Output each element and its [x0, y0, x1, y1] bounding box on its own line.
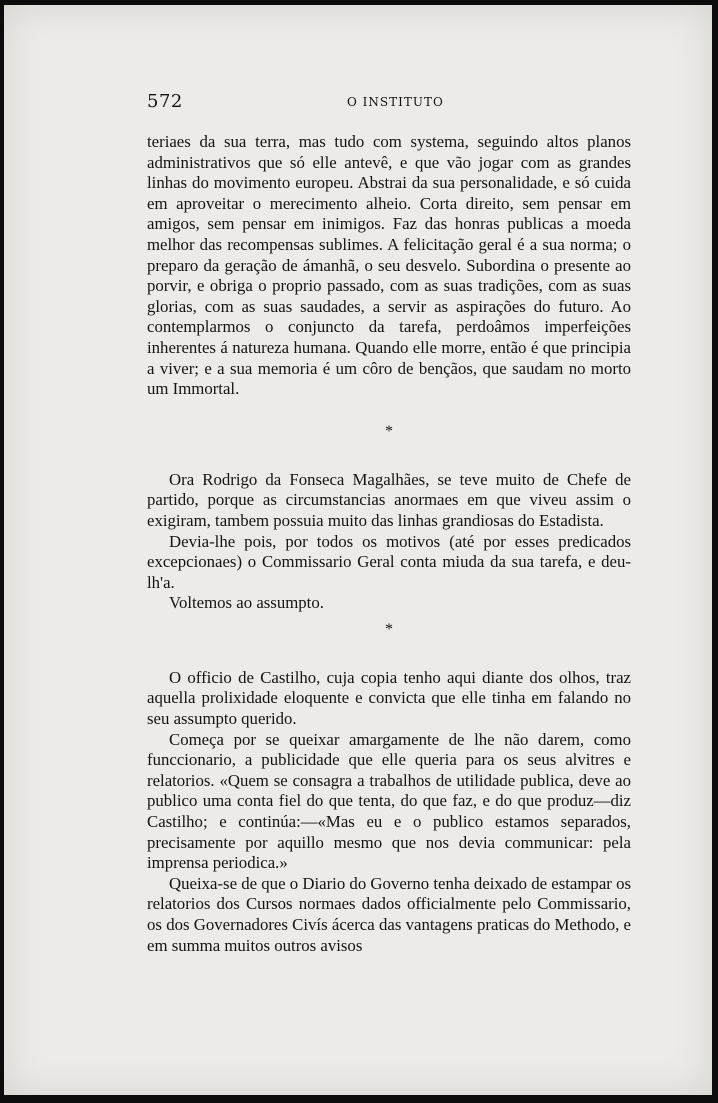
paragraph: Devia-lhe pois, por todos os motivos (até por esses predicados excepcionaes) o Commissario Geral conta miuda da sua tarefa, e deu-lh'a.	[147, 531, 631, 592]
paragraph: Ora Rodrigo da Fonseca Magalhães, se teve muito de Chefe de partido, porque as circumstancias anormaes em que viveu assim o exigiram, tambem possuia muito das linhas grandiosas do Estadista.	[147, 469, 631, 530]
running-head: O INSTITUTO	[347, 95, 444, 109]
paragraph: O officio de Castilho, cuja copia tenho aqui diante dos olhos, traz aquella prolixidade eloquente e convicta que elle tinha em falando no seu assumpto querido.	[147, 667, 631, 729]
book-page	[4, 5, 712, 1095]
paragraph-continued: teriaes da sua terra, mas tudo com systema, seguindo altos planos administrativos que só elle antevê, e que vão jogar com as grandes linhas do movimento europeu. Abstrai da sua personalidade, e só cuida em aproveitar o merecimento alheio. Corta direito, sem pensar em amigos, sem pensar em inimigos. Faz das honras publicas a moeda melhor das recompensas sublimes. A felicitação geral é a sua norma; o preparo da geração de ámanhã, o seu desvelo. Subordina o presente ao porvir, e obriga o proprio passado, com as suas tradições, com as suas glorias, com as suas saudades, a servir as aspirações do futuro. Ao contemplarmos o conjuncto da tarefa, perdoâmos imperfeições inherentes á natureza humana. Quando elle morre, então é que principia a viver; e a sua memoria é um côro de bençãos, que saudam no morto um Immortal.	[147, 132, 631, 399]
paragraph: Queixa-se de que o Diario do Governo tenha deixado de estampar os relatorios dos Cursos normaes dados officialmente pelo Commissario, os dos Governadores Civís ácerca das vantagens praticas do Methodo, e em summa muitos outros avisos	[147, 873, 631, 955]
page-header	[147, 91, 629, 115]
body-text	[147, 132, 631, 956]
section-separator: *	[385, 422, 393, 440]
paragraph: Voltemos ao assumpto.	[169, 593, 324, 613]
page-number: 572	[147, 91, 183, 112]
section-separator: *	[385, 620, 393, 638]
paragraph: Começa por se queixar amargamente de lhe não darem, como funccionario, a publicidade que elle queria para os seus alvitres e relatorios. «Quem se consagra a trabalhos de utilidade publica, deve ao publico uma conta fiel do que tenta, do que faz, e do que produz—diz Castilho; e continúa:—«Mas eu e o publico estamos separados, precisamente por aquillo mesmo que nos devia communicar: pela imprensa periodica.»	[147, 729, 631, 873]
